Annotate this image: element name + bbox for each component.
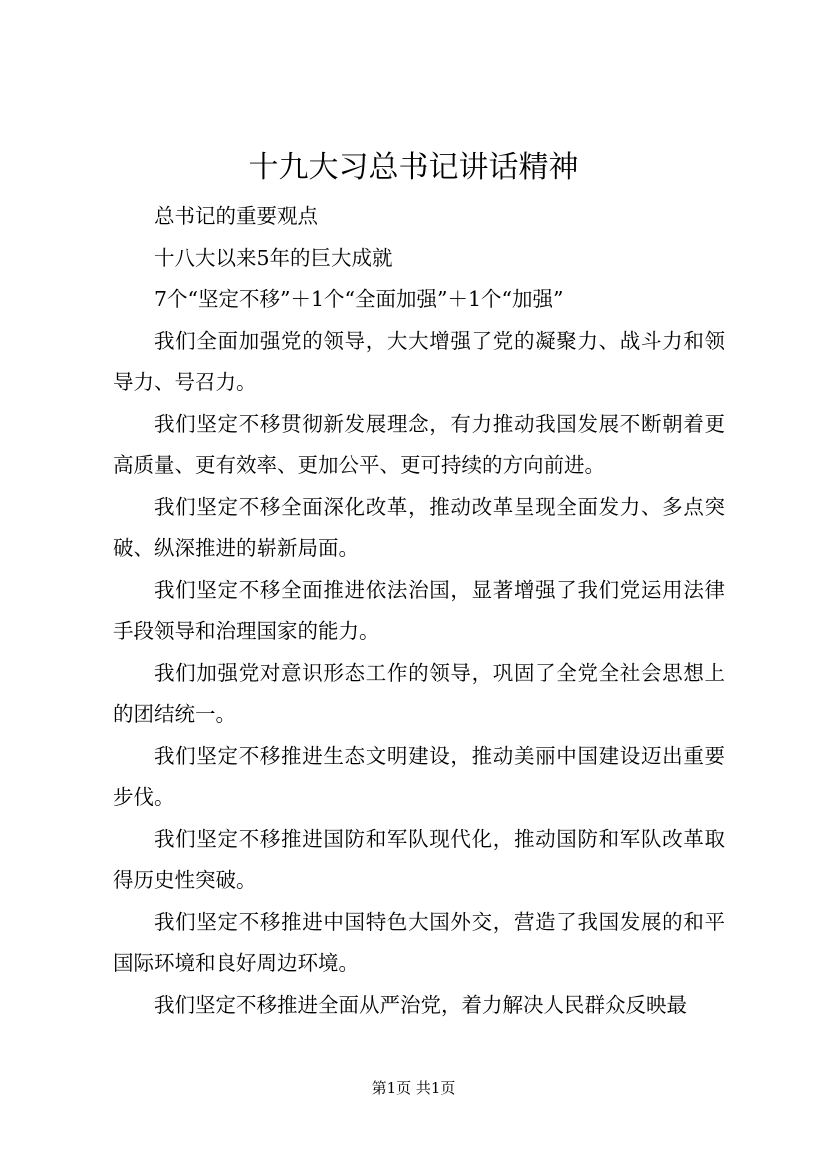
paragraph: 我们坚定不移贯彻新发展理念，有力推动我国发展不断朝着更高质量、更有效率、更加公平、更可持续的方向前进。 [113,411,725,477]
paragraph: 总书记的重要观点 [154,204,318,228]
paragraph: 我们坚定不移推进中国特色大国外交，营造了我国发展的和平国际环境和良好周边环境。 [113,909,725,975]
page-footer: 第1页 共1页 [371,1079,456,1097]
document-title: 十九大习总书记讲话精神 [248,150,579,185]
paragraph: 我们坚定不移推进生态文明建设，推动美丽中国建设迈出重要步伐。 [113,743,725,809]
paragraph: 我们坚定不移全面深化改革，推动改革呈现全面发力、多点突破、纵深推进的崭新局面。 [113,494,725,560]
paragraph: 我们坚定不移推进全面从严治党，着力解决人民群众反映最 [154,992,687,1017]
paragraph: 我们加强党对意识形态工作的领导，巩固了全党全社会思想上的团结统一。 [113,660,725,726]
paragraph: 我们坚定不移全面推进依法治国，显著增强了我们党运用法律手段领导和治理国家的能力。 [113,577,725,643]
paragraph: 我们坚定不移推进国防和军队现代化，推动国防和军队改革取得历史性突破。 [113,826,725,892]
paragraph: 7个“坚定不移”＋1个“全面加强”＋1个“加强” [154,287,564,311]
document-body [113,196,725,1026]
paragraph: 我们全面加强党的领导，大大增强了党的凝聚力、战斗力和领导力、号召力。 [113,328,725,394]
paragraph: 十八大以来5年的巨大成就 [154,245,393,270]
